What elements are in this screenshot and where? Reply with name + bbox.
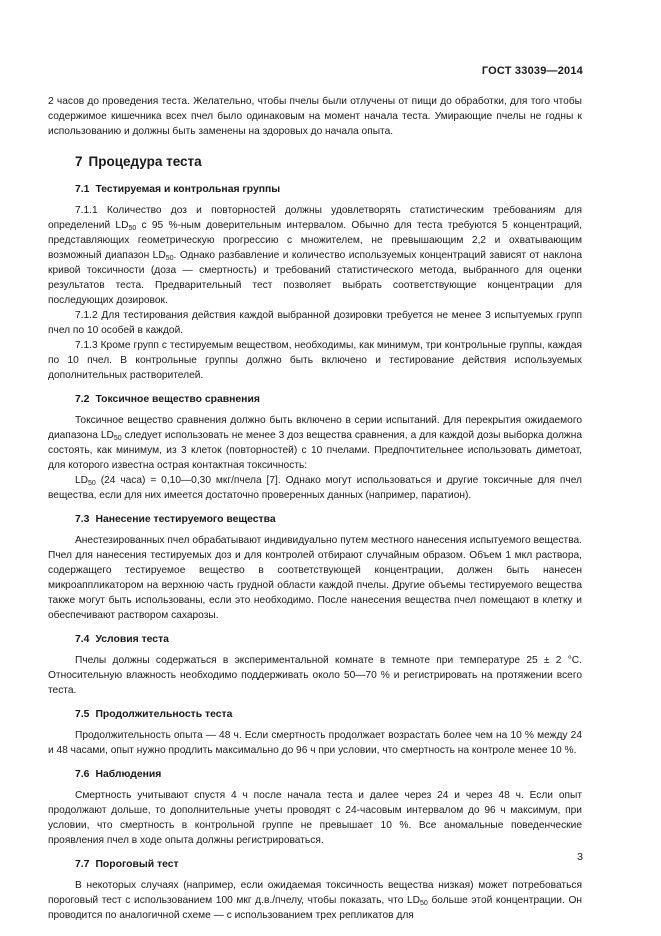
section-title: Токсичное вещество сравнения [95,394,260,405]
section-number: 7.4 [75,634,90,645]
paragraph-7-1-2: 7.1.2 Для тестирования действия каждой выбранной дозировки требуется не менее 3 испытуемых групп пчел по 10 особей в каждой. [48,310,582,336]
text-run: 7.1.1 Количество доз и повторностей должны удовлетворять статистическим требованиям для определений LD [48,205,582,231]
paragraph-7-2-b [48,473,582,503]
intro-paragraph: 2 часов до проведения теста. Желательно, чтобы пчелы были отлучены от пищи до обработки, для того чтобы содержимое кишечника всех пчел было одинаковым на момент начала теста. Умирающие пчелы не годны к использованию и должны быть заменены на здоровых до начала опыта. [48,96,582,137]
page-content [48,94,582,923]
section-7-5-heading [75,707,582,722]
section-title: Условия теста [95,634,169,645]
section-number: 7 [75,154,83,169]
text-run: следует использовать не менее 3 доз вещества сравнения, а для каждой дозы выборка должна состоять, как минимум, из 3 клеток (повторностей) с 10 пчелами. Предпочтительнее использовать диметоат, для которого известна острая контактная токсичность: [48,430,582,471]
text-run: (24 часа) = 0,10—0,30 мкг/пчела [7]. Однако могут использоваться и другие токсичные для пчел вещества, если для них имеется достаточно проверенных данных (например, паратион). [48,475,582,501]
subscript: 50 [128,225,137,232]
section-7-6-heading [75,767,582,782]
section-7-heading [75,153,582,170]
subscript: 50 [165,255,174,262]
section-number: 7.5 [75,709,90,720]
paragraph-7-4: Пчелы должны содержаться в экспериментальной комнате в темноте при температуре 25 ± 2 °C. Относительную влажность необходимо поддерживать около 50—70 % и регистрировать на протяжении всего теста. [48,655,582,696]
section-title: Продолжительность теста [95,709,233,720]
paragraph-7-3: Анестезированных пчел обрабатывают индивидуально путем местного нанесения испытуемого вещества. Пчел для нанесения тестируемых доз и для контролей отбирают случайным образом. Объем 1 мкл раствора, содержащего тестируемое вещество в соответствующей концентрации, должен быть нанесен микроаппликатором на верхнюю часть грудной области каждой пчелы. Другие объемы тестируемого вещества также могут быть использованы, если это необходимо. После нанесения вещества пчел помещают в клетку и обеспечивают раствором сахарозы. [48,535,582,621]
paragraph-7-6: Смертность учитывают спустя 4 ч после начала теста и далее через 24 и через 48 ч. Если опыт продолжают дольше, то дополнительные учеты проводят с 24-часовым интервалом до 96 ч максимум, при условии, что смертность в контрольной группе не превышает 10 %. Все аномальные поведенческие проявления пчел в ходе опыта должны регистрироваться. [48,790,582,846]
text-run: больше этой концентрации. Он проводится по аналогичной схеме — с использованием трех репликатов для [48,895,582,921]
section-number: 7.6 [75,769,90,780]
text-run: В некоторых случаях (например, если ожидаемая токсичность вещества низкая) может потребоваться пороговый тест с использованием 100 мкг д.в./пчелу, чтобы показать, что LD [48,880,582,906]
section-7-7-heading [75,857,582,872]
subscript: 50 [113,435,122,442]
subscript: 50 [420,900,428,907]
text-run: Токсичное вещество сравнения должно быть включено в серии испытаний. Для перекрытия ожидаемого диапазона LD [48,415,582,441]
section-number: 7.1 [75,184,90,195]
section-number: 7.2 [75,394,90,405]
section-number: 7.3 [75,514,90,525]
section-title: Наблюдения [95,769,162,780]
text-run: с 95 %-ным доверительным интервалом. Обычно для теста требуются 5 концентраций, представляющих геометрическую прогрессию с множителем, не превышающим 2,2 и охватывающим возможный диапазон LD [48,220,582,261]
paragraph-7-1-3: 7.1.3 Кроме групп с тестируемым веществом, необходимы, как минимум, три контрольные группы, каждая по 10 пчел. В контрольные группы должно быть включено и тестирование действия используемых дополнительных растворителей. [48,340,582,381]
section-7-2-heading [75,392,582,407]
paragraph-7-1-1 [48,203,582,308]
section-7-4-heading [75,632,582,647]
paragraph-7-5: Продолжительность опыта — 48 ч. Если смертность продолжает возрастать более чем на 10 % между 24 и 48 часами, опыт нужно продлить максимально до 96 ч при условии, что смертность на контроле менее 10 %. [48,730,582,756]
section-title: Нанесение тестируемого вещества [95,514,276,525]
paragraph-7-7 [48,878,582,923]
section-7-3-heading [75,512,582,527]
section-7-1-heading [75,182,582,197]
section-title: Тестируемая и контрольная группы [95,184,281,195]
subscript: 50 [88,480,96,487]
section-title: Процедура теста [88,154,202,169]
text-run: . Однако разбавление и количество используемых концентраций зависят от наклона кривой токсичности (доза — смертность) и требований статистического метода, выбранного для оценки результатов теста. Предварительный тест позволяет выбрать соответствующие концентрации для последующих дозировок. [48,250,583,306]
page-number: 3 [577,851,583,863]
section-title: Пороговый тест [95,859,179,870]
section-number: 7.7 [75,859,90,870]
paragraph-7-2-a [48,413,582,473]
document-code: ГОСТ 33039—2014 [481,65,583,77]
text-run: LD [75,475,89,486]
